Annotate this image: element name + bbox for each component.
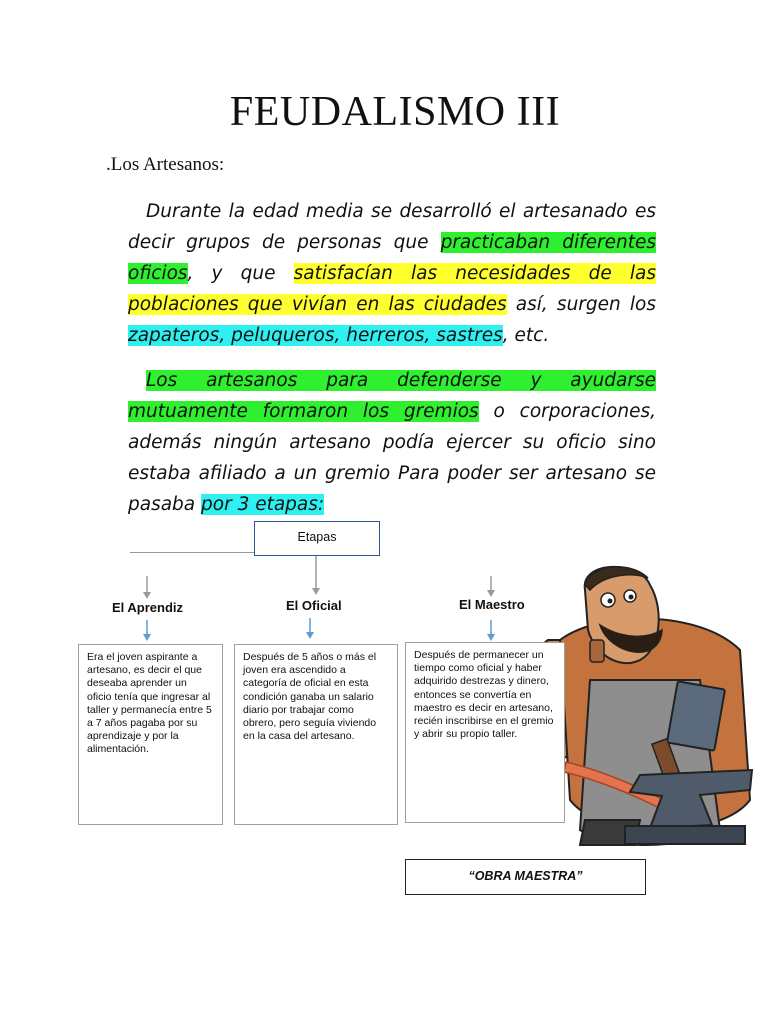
p1-highlight-necesidades: satisfacían las necesidades de las poblaciones que vivían en las ciudades [128,263,657,315]
p1-highlight-oficios: practicaban diferentes oficios [128,232,656,284]
stage-label-aprendiz: El Aprendiz [112,600,184,615]
p1-text-2: , y que [187,263,294,284]
grey-arrows [143,554,495,599]
obra-maestra-box: “OBRA MAESTRA” [405,859,646,895]
stage-label-maestro: El Maestro [459,597,525,612]
diagram-horizontal-line [130,552,254,553]
stage-label-oficial: El Oficial [286,598,342,613]
p1-text-1: Durante la edad media se desarrolló el artesanado es decir grupos de personas que [128,201,656,253]
stage-desc-aprendiz: Era el joven aspirante a artesano, es decir el que deseaba aprender un oficio tenía que ingresar al taller y permanecía entre 5 a 7 años pagaba por su aprendizaje y por la alimentación. [78,644,223,825]
blue-arrows [143,618,495,641]
p1-text-3: así, surgen los [506,294,656,315]
p2-highlight-gremios: Los artesanos para defenderse y ayudarse mutuamente formaron los gremios [128,370,656,422]
p2-text-1: o corporaciones, además ningún artesano podía ejercer su oficio sino estaba afiliado a un gremio Para poder ser artesano se pasaba [128,401,657,515]
p1-text-4: , etc. [502,325,550,346]
etapas-root-box: Etapas [254,521,380,556]
p2-highlight-etapas: por 3 etapas: [201,494,325,515]
stage-desc-oficial: Después de 5 años o más el joven era ascendido a categoría de oficial en esta condición ganaba un salario diario por trabajar como obrero, pero seguía viviendo en la casa del artesano. [234,644,398,825]
page-title: FEUDALISMO III [229,89,561,135]
stage-desc-maestro: Después de permanecer un tiempo como oficial y haber adquirido destrezas y dinero, entonces se convertía en maestro es decir en artesano, recién inscribirse en el gremio y abrir su propio taller. [405,642,565,823]
section-subtitle: .Los Artesanos: [106,154,225,175]
p1-highlight-oficios-lista: zapateros, peluqueros, herreros, sastres [128,325,503,346]
